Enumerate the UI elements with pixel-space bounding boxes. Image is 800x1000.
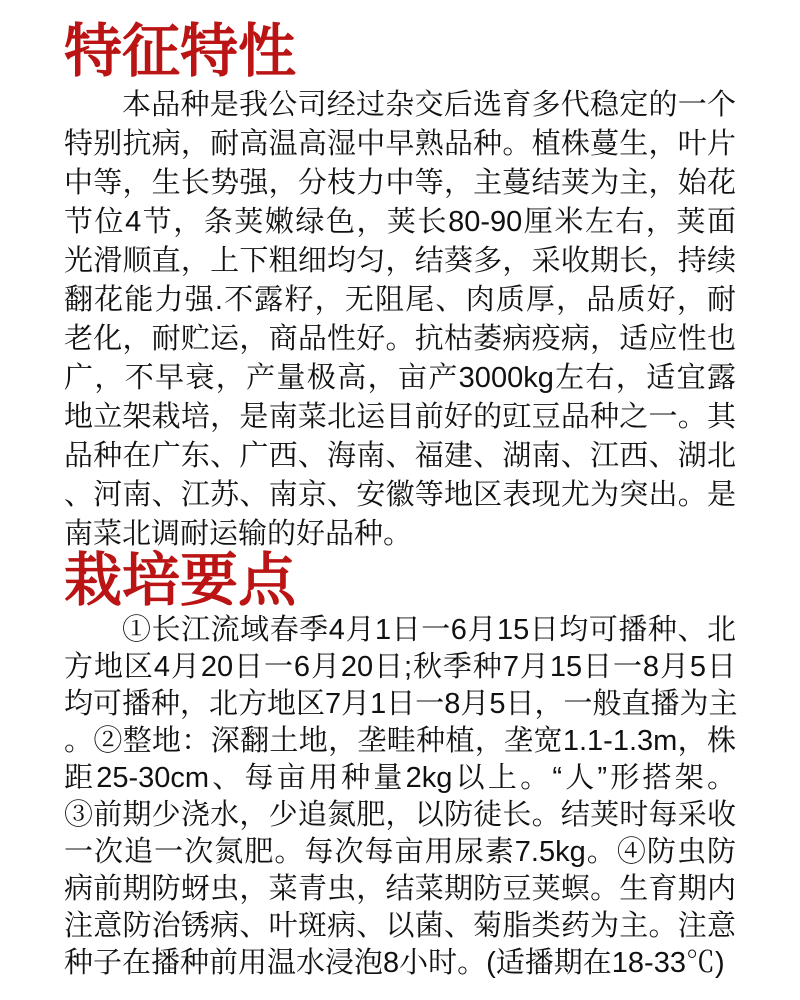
paragraph-line: 中等，生长势强，分枝力中等，主蔓结荚为主，始花 [64,167,736,199]
paragraph-line: 距25-30cm、每亩用种量2kg以上。“人”形搭架。 [64,762,736,794]
paragraph-line: 节位4节，条荚嫩绿色，荚长80-90厘米左右，荚面 [64,206,736,238]
paragraph-line: ①长江流域春季4月1日一6月15日均可播种、北 [122,614,736,646]
paragraph-line: 、河南、江苏、南京、安徽等地区表现尤为突出。是 [64,479,736,511]
cultivation-paragraph [64,612,736,982]
paragraph-line: 特别抗病，耐高温高湿中早熟品种。植株蔓生，叶片 [64,128,736,160]
paragraph-line: 翻花能力强.不露籽，无阻尾、肉质厚，品质好，耐 [64,284,736,316]
paragraph-line: 一次追一次氮肥。每次每亩用尿素7.5kg。④防虫防 [64,836,736,868]
paragraph-line: 老化，耐贮运，商品性好。抗枯萎病疫病，适应性也 [64,323,736,355]
paragraph-line: 种子在播种前用温水浸泡8小时。(适播期在18-33℃) [64,947,725,979]
paragraph-line: 光滑顺直，上下粗细均匀，结葵多，采收期长，持续 [64,245,736,277]
paragraph-line: 地立架栽培，是南菜北运目前好的豇豆品种之一。其 [64,401,736,433]
paragraph-line: 南菜北调耐运输的好品种。 [64,518,413,550]
paragraph-line: 本品种是我公司经过杂交后选育多代稳定的一个 [122,89,736,121]
paragraph-line: 方地区4月20日一6月20日;秋季种7月15日一8月5日 [64,651,736,683]
paragraph-line: 广，不早衰，产量极高，亩产3000kg左右，适宜露 [64,362,736,394]
paragraph-line: 注意防治锈病、叶斑病、以菌、菊脂类药为主。注意 [64,910,736,942]
paragraph-line: ③前期少浇水，少追氮肥，以防徒长。结荚时每采收 [64,799,736,831]
paragraph-line: 病前期防蚜虫，菜青虫，结菜期防豆荚螟。生育期内 [64,873,736,905]
paragraph-line: 均可播种，北方地区7月1日一8月5日，一般直播为主 [64,688,738,720]
paragraph-line: 。②整地：深翻土地，垄畦种植，垄宽1.1-1.3m，株 [64,725,736,757]
section-title-characteristics: 特征特性 [64,19,297,84]
characteristics-paragraph [64,86,736,554]
section-title-cultivation: 栽培要点 [64,548,297,613]
paragraph-line: 品种在广东、广西、海南、福建、湖南、江西、湖北 [64,440,736,472]
